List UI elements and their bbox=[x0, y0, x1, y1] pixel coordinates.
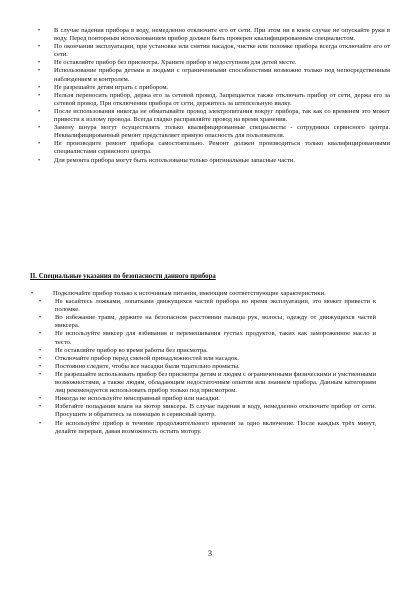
list-item-text: Никогда не используйте неисправный прибор или насадки. bbox=[55, 395, 220, 403]
list-item bbox=[30, 92, 392, 108]
list-item-text: После использования никогда не обматывайте провод электропитания вокруг прибора, так как со временем это может привести к излому провода. Всегда гладко расправляйте провод на время хранения. bbox=[54, 107, 390, 124]
bullet-icon: • bbox=[39, 355, 42, 362]
bullet-icon: • bbox=[39, 404, 42, 411]
list-item bbox=[30, 314, 392, 330]
list-item bbox=[30, 67, 392, 83]
list-item-text: Использование прибора детьми и людьми с ограниченными способностями возможно только под непосредственным наблюдением и контролем. bbox=[54, 67, 390, 83]
list-item-text: Подключайте прибор только к источникам питания, имеющим соответствующие характеристики. bbox=[53, 290, 326, 297]
list-item bbox=[30, 330, 392, 346]
list-item-text: Избегайте попадания влаги на мотор миксера. В случае падения в воду, немедленно отключите прибор от сети. Просушите и обратитесь за помощью в сервисный центр. bbox=[55, 403, 376, 419]
bullet-icon: • bbox=[38, 125, 41, 132]
list-item bbox=[30, 355, 392, 363]
list-item-text: В случае падения прибора в воду, немедленно отключите его от сети. При этом ни в коем случае не опускайте руки в воду. Перед повторным использованием прибор должен быть проверен квалифицированным специалистом. bbox=[54, 27, 390, 43]
list-item-text: По окончании эксплуатации, при установке или снятии насадок, чистке или поломке прибора всегда отключайте его от сети. bbox=[54, 43, 390, 59]
bullet-icon: • bbox=[31, 291, 34, 297]
page-number: 3 bbox=[208, 549, 212, 558]
list-item-text: Не оставляйте прибор во время работы без присмотра. bbox=[55, 346, 208, 354]
bullet-icon: • bbox=[38, 68, 41, 75]
bullet-icon: • bbox=[38, 157, 41, 164]
bullet-icon: • bbox=[38, 28, 41, 34]
list-item-text: Не оставляйте прибор без присмотра. Храните прибор в недоступном для детей месте. bbox=[54, 59, 297, 67]
special-safety-list bbox=[30, 290, 392, 436]
list-item-text: Постоянно следите, чтобы все насадки были тщательно промыты. bbox=[55, 362, 240, 370]
list-item bbox=[30, 395, 392, 403]
section-heading: II. Специальные указания по безопасности данного прибора bbox=[30, 273, 216, 280]
bullet-icon: • bbox=[39, 396, 42, 403]
list-item bbox=[30, 43, 392, 59]
list-item bbox=[30, 347, 392, 355]
list-item-text: Замену шнура могут осуществлять только квалифицированные специалисты - сотрудники сервисного центра. Неквалифицированный ремонт представляет прямую опасность для пользователя. bbox=[54, 124, 390, 140]
bullet-icon: • bbox=[39, 331, 42, 338]
list-item bbox=[30, 363, 392, 371]
list-item-text: Не разрешайте детям играть с прибором. bbox=[54, 83, 169, 91]
list-item bbox=[30, 27, 392, 43]
bullet-icon: • bbox=[38, 84, 41, 91]
bullet-icon: • bbox=[38, 44, 41, 51]
list-item bbox=[30, 157, 392, 165]
list-item bbox=[30, 298, 392, 314]
bullet-icon: • bbox=[39, 315, 42, 322]
list-item bbox=[30, 84, 392, 92]
list-item-text: Не используйте прибор в течение продолжительного времени за одно включение. После каждых трёх минут, делайте перерыв, давая возможность остыть мотору. bbox=[55, 419, 376, 435]
list-item-text: Во избежание травм, держите на безопасном расстоянии пальцы рук, волосы, одежду от движущихся частей миксера. bbox=[55, 314, 376, 330]
bullet-icon: • bbox=[39, 371, 42, 378]
bullet-icon: • bbox=[38, 108, 41, 115]
list-item-text: Нельзя переносить прибор, держа его за сетевой провод. Запрещается также отключать прибор от сети, держа его за сетевой провод. При отключении прибора от сети, держитесь за штепсельную вилку. bbox=[54, 91, 390, 107]
list-item-text: Не используйте миксер для взбивания и перемешивания густых продуктов, таких как замороженное масло и тесто. bbox=[55, 330, 376, 346]
bullet-icon: • bbox=[38, 141, 41, 148]
list-item-text: Отключайте прибор перед сменой принадлежностей или насадок. bbox=[55, 354, 240, 362]
list-item bbox=[30, 403, 392, 419]
list-item bbox=[30, 59, 392, 67]
list-item-text: Не производите ремонт прибора самостоятельно. Ремонт должен производиться только квалифицированными специалистами сервисного центра. bbox=[54, 140, 390, 156]
list-item bbox=[30, 420, 392, 436]
bullet-icon: • bbox=[39, 420, 42, 427]
bullet-icon: • bbox=[39, 299, 42, 306]
list-item bbox=[30, 140, 392, 156]
general-safety-list bbox=[30, 27, 392, 165]
list-item-text: Для ремонта прибора могут быть использованы только оригинальные запасные части. bbox=[54, 156, 296, 164]
bullet-icon: • bbox=[38, 92, 41, 99]
bullet-icon: • bbox=[39, 347, 42, 354]
list-item-text: Не разрешайте использовать прибор без присмотра детям и людям с ограниченными физическими и умственными возможностями, а также людям, обладающим недостаточным опытом или знанием прибора. Данным категориям лиц рекомендуется использовать прибор только под присмотром. bbox=[55, 370, 376, 395]
list-item-text: Не касайтесь ложками, лопатками движущихся частей прибора во время эксплуатации, это может привести к поломке. bbox=[55, 298, 376, 314]
list-item bbox=[30, 124, 392, 140]
list-item bbox=[30, 371, 392, 395]
bullet-icon: • bbox=[38, 60, 41, 67]
bullet-icon: • bbox=[39, 363, 42, 370]
list-item bbox=[30, 108, 392, 124]
list-item bbox=[30, 290, 392, 298]
